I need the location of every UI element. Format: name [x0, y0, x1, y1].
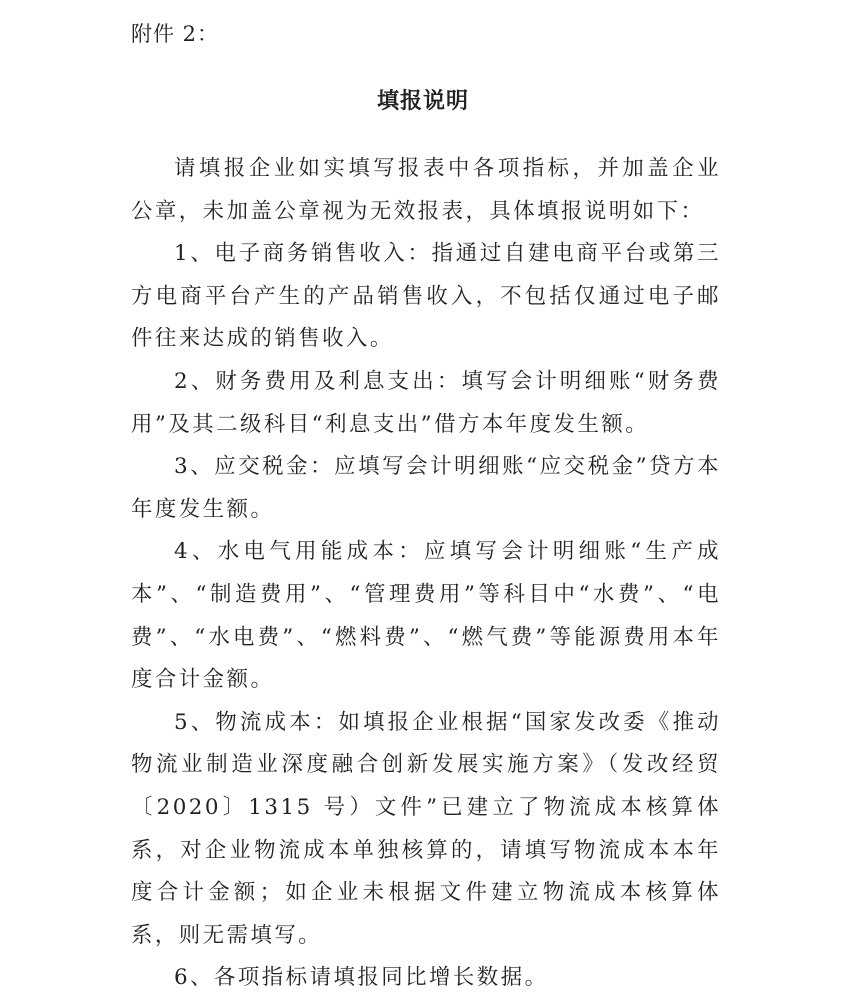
- attachment-label: 附件 2：: [131, 22, 220, 46]
- document-body: [131, 148, 721, 1000]
- item-ecommerce-sales: 1、电子商务销售收入：指通过自建电商平台或第三方电商平台产生的产品销售收入，不包括仅通过电子邮件往来达成的销售收入。: [131, 241, 721, 352]
- intro-paragraph: 请填报企业如实填写报表中各项指标，并加盖企业公章，未加盖公章视为无效报表，具体填报说明如下：: [131, 156, 721, 224]
- item-growth-data: 6、各项指标请填报同比增长数据。: [174, 965, 549, 991]
- item-taxes-payable: 3、应交税金：应填写会计明细账“应交税金”贷方本年度发生额。: [131, 454, 721, 522]
- item-financial-expenses: 2、财务费用及利息支出：填写会计明细账“财务费用”及其二级科目“利息支出”借方本年度发生额。: [131, 368, 721, 437]
- document-title: 填报说明: [376, 88, 469, 114]
- item-energy-cost: 4、水电气用能成本：应填写会计明细账“生产成本”、“制造费用”、“管理费用”等科目中“水费”、“电费”、“水电费”、“燃料费”、“燃气费”等能源费用本年度合计金额。: [131, 539, 721, 693]
- item-logistics-cost: 5、物流成本：如填报企业根据“国家发改委《推动物流业制造业深度融合创新发展实施方案》（发改经贸〔2020〕1315 号）文件”已建立了物流成本核算体系，对企业物流成本单独核算的，请填写物流成本本年度合计金额；如企业未根据文件建立物流成本核算体系，则无需填写。: [131, 709, 721, 948]
